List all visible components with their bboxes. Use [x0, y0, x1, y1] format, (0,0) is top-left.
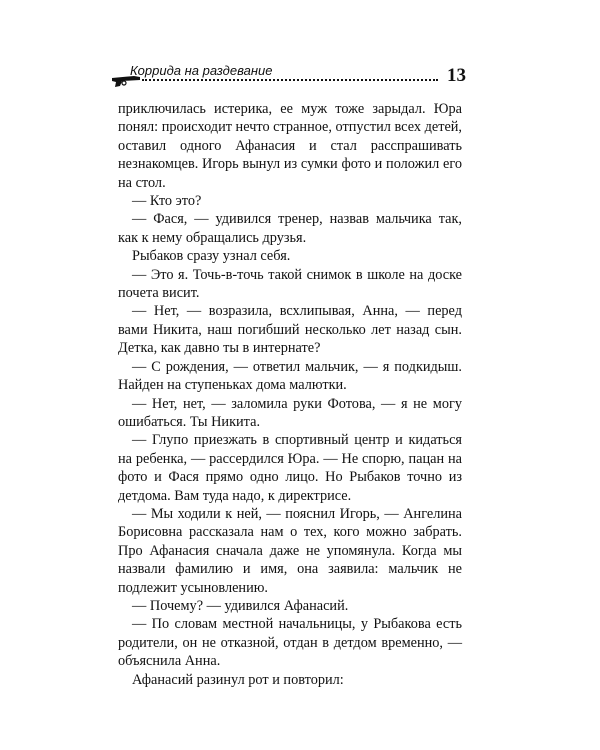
paragraph: Афанасий разинул рот и повторил:	[132, 671, 344, 688]
paragraph: — Нет, нет, — заломила руки Фотова, — я не могу ошибаться. Ты Никита.	[118, 395, 462, 430]
paragraph: — Фася, — удивился тренер, назвав мальчика так, как к нему обращались друзья.	[118, 211, 462, 246]
paragraph: — Нет, — возразила, всхлипывая, Анна, — перед вами Никита, наш погибший несколько лет назад сын. Детка, как давно ты в интернате?	[118, 303, 462, 357]
running-title: Коррида на раздевание	[130, 63, 273, 78]
paragraph: — Кто это?	[132, 193, 202, 210]
paragraph: — Это я. Точь-в-точь такой снимок в школе на доске почета висит.	[118, 266, 462, 302]
header-dotted-rule	[142, 79, 438, 81]
body-text	[118, 100, 462, 689]
running-header	[110, 62, 468, 88]
paragraph: Рыбаков сразу узнал себя.	[132, 248, 291, 265]
paragraph: приключилась истерика, ее муж тоже зарыдал. Юра понял: происходит нечто странное, отпустил всех детей, оставил одного Афанасия и стал расспрашивать незнакомцев. Игорь вынул из сумки фото и положил его на стол.	[118, 101, 463, 191]
paragraph: — С рождения, — ответил мальчик, — я подкидыш. Найден на ступеньках дома малютки.	[118, 358, 462, 394]
paragraph: — Мы ходили к ней, — пояснил Игорь, — Ангелина Борисовна рассказала нам о тех, кого можно забрать. Про Афанасия сначала даже не упомянула. Когда мы назвали фамилию и имя, она заявила: мальчик не подлежит усыновлению.	[118, 505, 462, 596]
page-number: 13	[447, 65, 466, 86]
paragraph: — По словам местной начальницы, у Рыбакова есть родители, он не отказной, отдан в детдом временно, — объяснила Анна.	[118, 616, 462, 670]
paragraph: — Глупо приезжать в спортивный центр и кидаться на ребенка, — рассердился Юра. — Не спорю, пацан на фото и Фася прямо одно лицо. Но Рыбаков точно из детдома. Вам туда надо, к директрисе.	[118, 432, 462, 504]
paragraph: — Почему? — удивился Афанасий.	[132, 597, 349, 614]
